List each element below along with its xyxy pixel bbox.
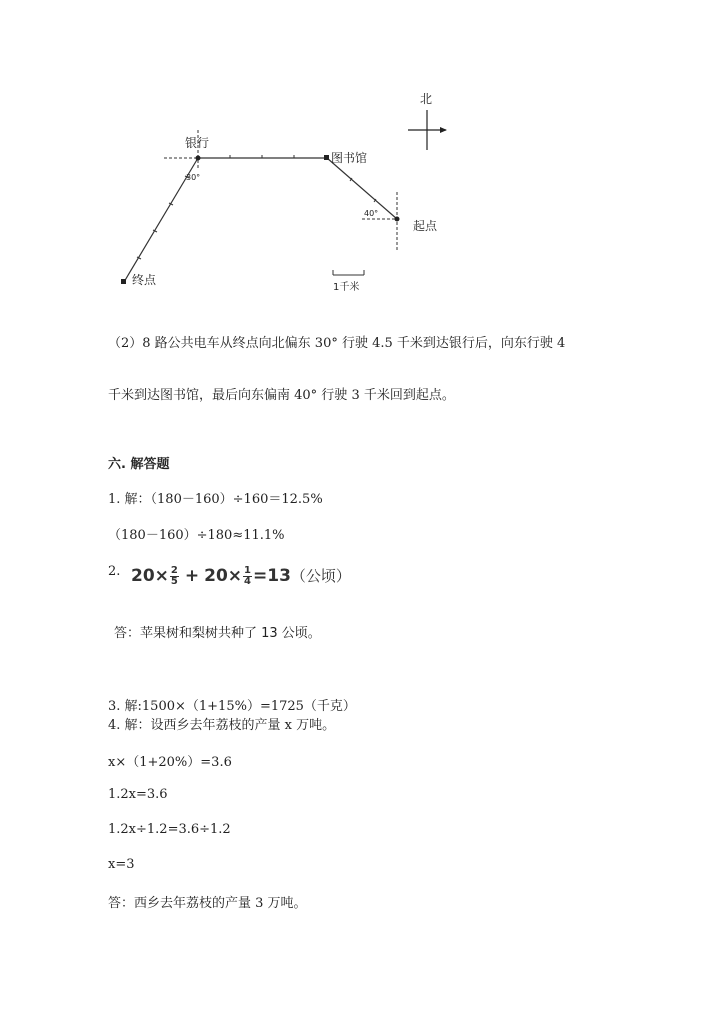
q2-term1-coef: 20× — [131, 566, 169, 586]
q2-fraction-2: $\frac{1}{4}$ — [244, 564, 251, 587]
q2-result: =13 — [253, 566, 291, 586]
angle-start-label: 40° — [364, 209, 379, 218]
compass — [408, 92, 447, 150]
end-label: 终点 — [132, 273, 157, 287]
q2-formula — [131, 565, 351, 587]
q4-line1: 4. 解：设西乡去年荔枝的产量 x 万吨。 — [108, 718, 336, 733]
q4-line3: 1.2x=3.6 — [108, 787, 168, 802]
route-text-line2: 千米到达图书馆，最后向东偏南 40° 行驶 3 千米回到起点。 — [108, 388, 455, 403]
q3-line: 3. 解:1500×（1+15%）=1725（千克） — [108, 699, 356, 714]
q2-term2-coef: 20× — [204, 566, 243, 586]
q1-line2: （180－160）÷180≈11.1% — [108, 528, 285, 543]
q2-unit: （公顷） — [290, 567, 351, 585]
scale-bar — [333, 270, 364, 275]
north-label: 北 — [420, 92, 433, 106]
bank-label: 银行 — [185, 136, 210, 150]
scale-label: 1千米 — [333, 282, 360, 293]
start-label: 起点 — [413, 219, 438, 233]
section-title: 六. 解答题 — [108, 457, 170, 472]
library-label: 图书馆 — [331, 151, 368, 165]
q4-answer: 答：西乡去年荔枝的产量 3 万吨。 — [108, 896, 307, 911]
route-text-line1: （2）8 路公共电车从终点向北偏东 30° 行驶 4.5 千米到达银行后，向东行驶 4 — [108, 336, 566, 351]
route-map — [0, 0, 720, 300]
q4-line5: x=3 — [108, 857, 135, 872]
q2-answer: 答：苹果树和梨树共种了 13 公顷。 — [114, 626, 321, 641]
library-point — [324, 155, 329, 160]
q2-plus: + — [184, 566, 200, 586]
end-point — [121, 279, 126, 284]
q1-line1: 1. 解：（180－160）÷160＝12.5% — [108, 492, 323, 507]
bank-point — [196, 156, 201, 161]
q4-line2: x×（1+20%）=3.6 — [108, 755, 232, 770]
q2-fraction-1: $\frac{2}{5}$ — [170, 564, 178, 587]
angle-bank-label: 30° — [186, 173, 201, 182]
q4-line4: 1.2x÷1.2=3.6÷1.2 — [108, 822, 231, 837]
q2-number: 2. — [108, 564, 121, 579]
start-point — [395, 217, 400, 222]
route-library-to-start — [327, 158, 397, 219]
